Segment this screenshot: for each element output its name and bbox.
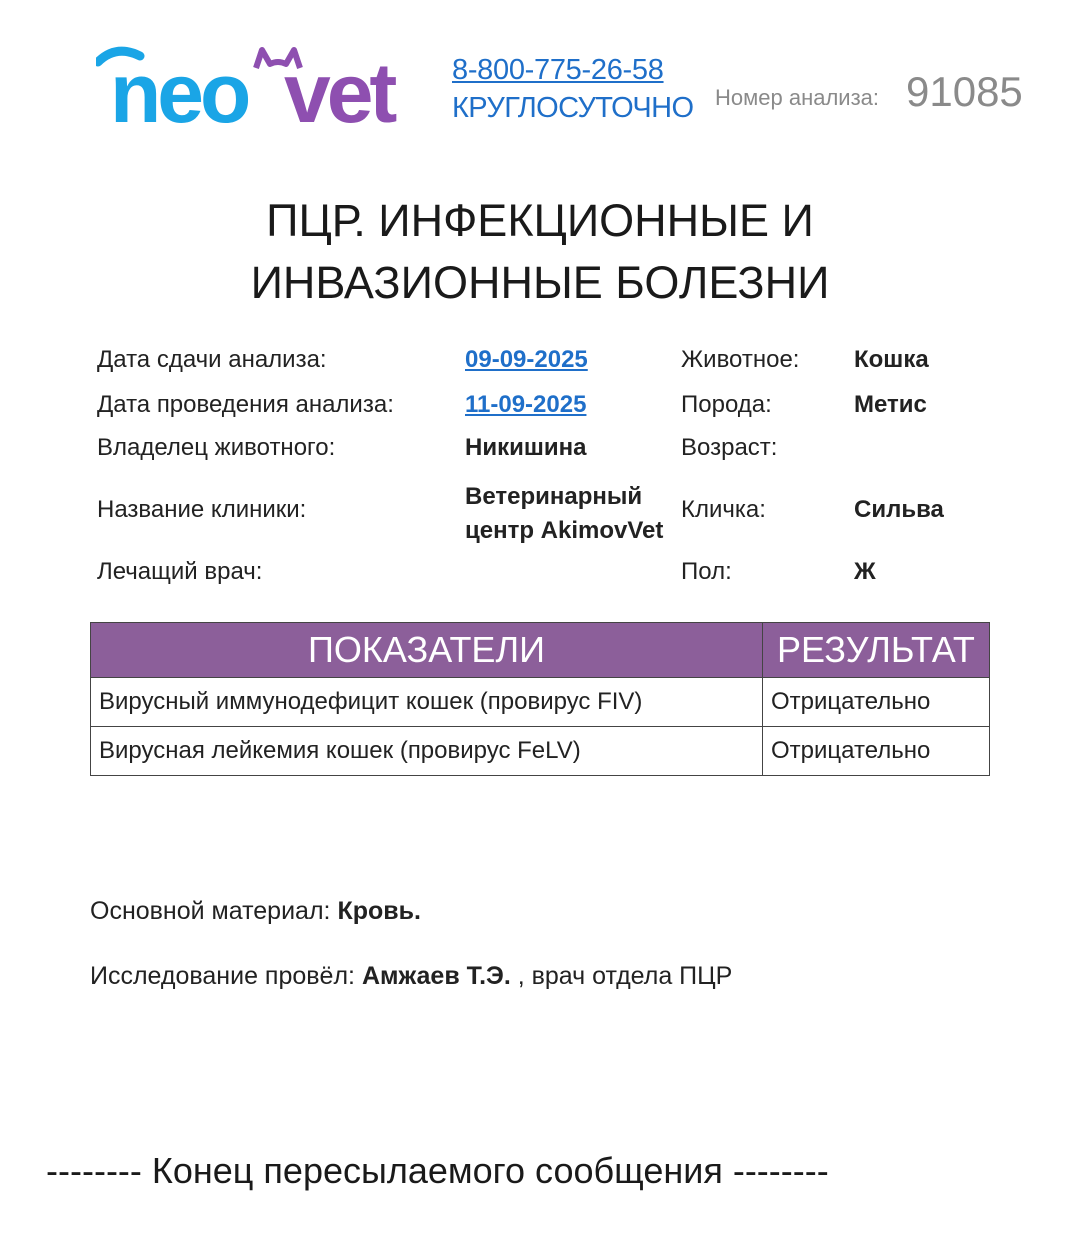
hours-label: КРУГЛОСУТОЧНО <box>452 92 694 124</box>
researcher-name: Амжаев Т.Э. <box>361 962 511 990</box>
neovet-logo <box>96 40 401 130</box>
column-header-result: РЕЗУЛЬТАТ <box>763 623 990 678</box>
test-date-label: Дата проведения анализа: <box>97 391 394 418</box>
material-line <box>90 897 421 926</box>
analysis-number-label: Номер анализа: <box>715 85 880 110</box>
animal-label: Животное: <box>681 346 800 373</box>
owner-value: Никишина <box>465 434 587 461</box>
sex-label: Пол: <box>681 558 732 585</box>
clinic-value-line2: центр AkimovVet <box>465 517 664 544</box>
doctor-label: Лечащий врач: <box>97 558 263 585</box>
indicator-cell: Вирусная лейкемия кошек (провирус FeLV) <box>91 727 763 776</box>
column-header-indicators: ПОКАЗАТЕЛИ <box>91 623 763 678</box>
animal-value: Кошка <box>854 346 929 373</box>
pet-name-value: Сильва <box>854 496 944 523</box>
material-value: Кровь. <box>337 897 421 925</box>
result-cell: Отрицательно <box>763 727 990 776</box>
indicator-cell: Вирусный иммунодефицит кошек (провирус FIV) <box>91 678 763 727</box>
submit-date-label: Дата сдачи анализа: <box>97 346 327 373</box>
svg-text:vet: vet <box>284 46 394 130</box>
researcher-role: , врач отдела ПЦР <box>510 962 733 990</box>
material-label: Основной материал: <box>90 897 338 925</box>
page-title <box>0 190 1080 314</box>
clinic-label: Название клиники: <box>97 496 307 523</box>
clinic-value-line1: Ветеринарный <box>465 483 643 510</box>
breed-label: Порода: <box>681 391 772 418</box>
table-header-row <box>91 623 990 678</box>
results-table <box>90 622 990 776</box>
test-date-link[interactable]: 11-09-2025 <box>465 391 587 418</box>
breed-value: Метис <box>854 391 927 418</box>
clinic-value <box>465 480 663 548</box>
result-cell: Отрицательно <box>763 678 990 727</box>
forward-end-notice: -------- Конец пересылаемого сообщения -------- <box>46 1150 829 1191</box>
owner-label: Владелец животного: <box>97 434 336 461</box>
submit-date-link[interactable]: 09-09-2025 <box>465 346 588 373</box>
sex-value: Ж <box>854 558 876 585</box>
researcher-line <box>90 962 732 991</box>
age-label: Возраст: <box>681 434 778 461</box>
page-title-line2: ИНВАЗИОННЫЕ БОЛЕЗНИ <box>250 257 830 308</box>
table-row <box>91 727 990 776</box>
analysis-number: 91085 <box>906 68 1023 115</box>
svg-text:neo: neo <box>110 46 248 130</box>
page-title-line1: ПЦР. ИНФЕКЦИОННЫЕ И <box>266 195 814 246</box>
table-row <box>91 678 990 727</box>
phone-link[interactable]: 8-800-775-26-58 <box>452 54 664 86</box>
researcher-label: Исследование провёл: <box>90 962 362 990</box>
pet-name-label: Кличка: <box>681 496 766 523</box>
